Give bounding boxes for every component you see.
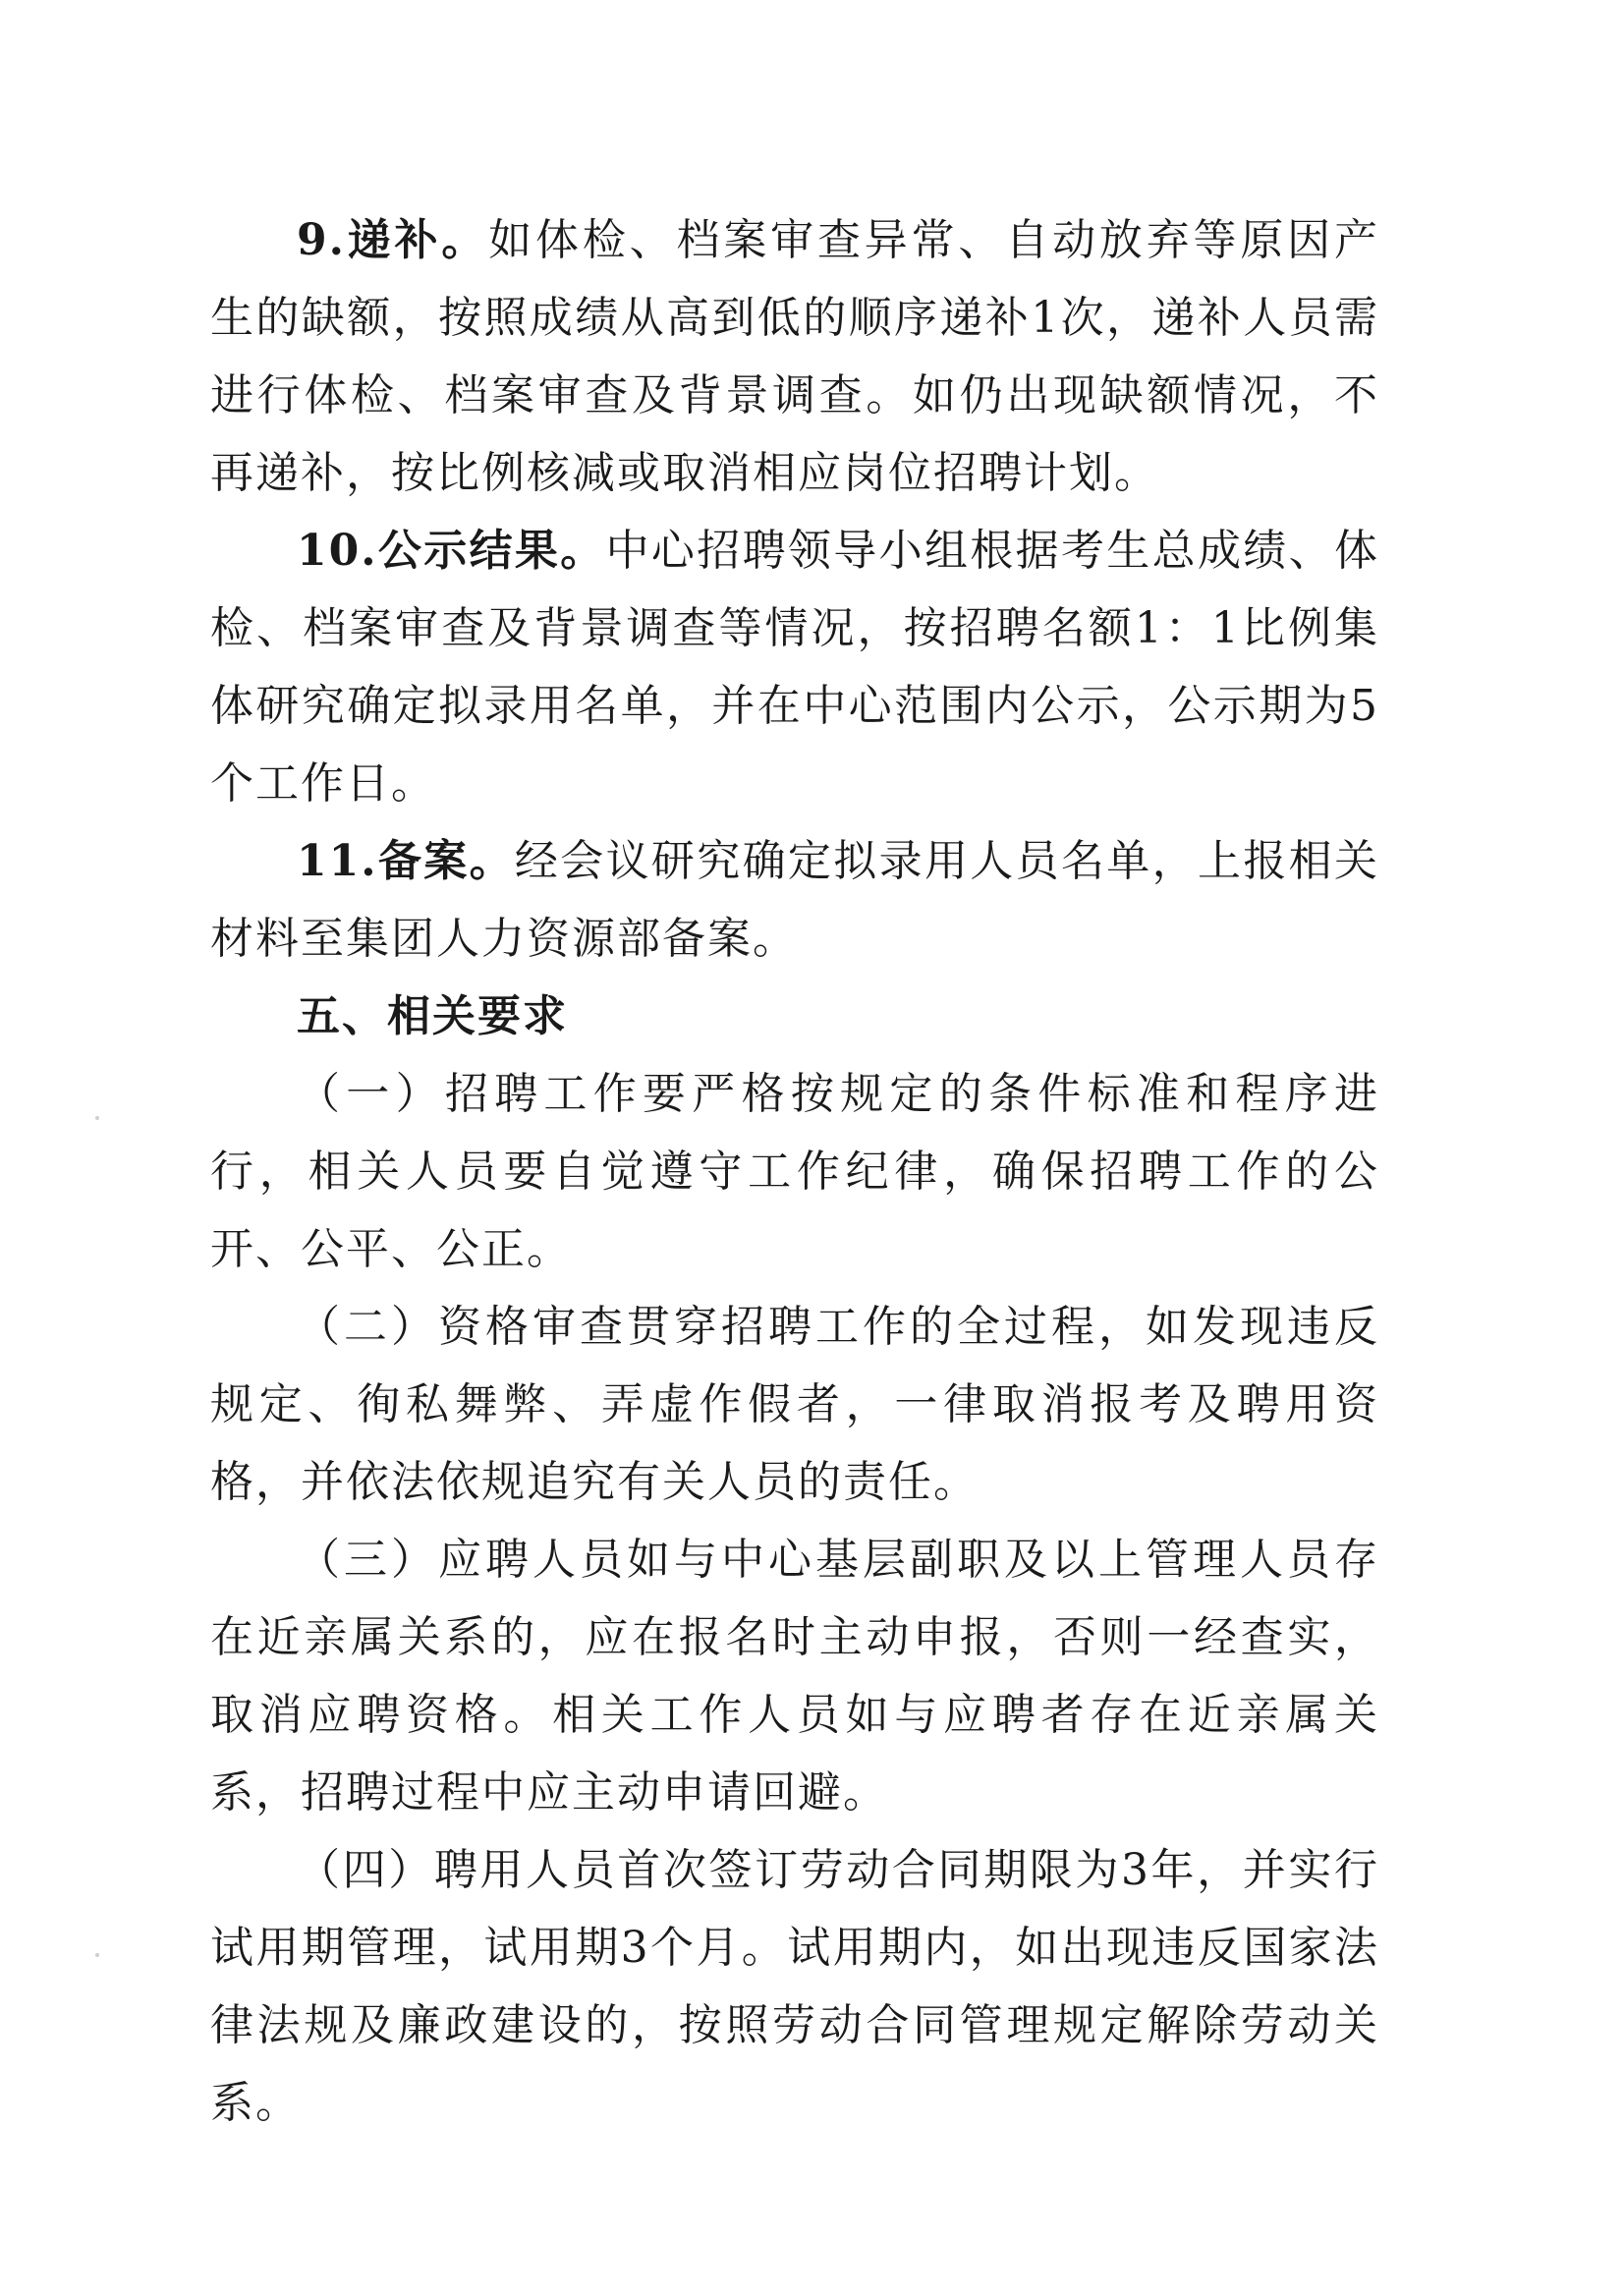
procedure-item-11 [210, 822, 1379, 978]
item-9-lead: 9.递补。 [297, 215, 489, 265]
item-11-lead: 11.备案。 [297, 836, 515, 886]
requirement-4: （四）聘用人员首次签订劳动合同期限为3年，并实行试用期管理，试用期3个月。试用期内，如出现违反国家法律法规及廉政建设的，按照劳动合同管理规定解除劳动关系。 [210, 1845, 1379, 2128]
item-10-text: 中心招聘领导小组根据考生总成绩、体检、档案审查及背景调查等情况，按招聘名额1：1比例集体研究确定拟录用名单，并在中心范围内公示，公示期为5个工作日。 [210, 526, 1379, 809]
section-heading: 五、相关要求 [297, 991, 568, 1041]
scan-dot [95, 1116, 99, 1120]
item-11-text: 经会议研究确定拟录用人员名单，上报相关材料至集团人力资源部备案。 [210, 836, 1379, 964]
requirement-1: （一）招聘工作要严格按规定的条件标准和程序进行，相关人员要自觉遵守工作纪律，确保招聘工作的公开、公平、公正。 [210, 1069, 1379, 1274]
scan-dot [95, 1953, 99, 1957]
item-10-lead: 10.公示结果。 [297, 526, 606, 576]
item-9-text: 如体检、档案审查异常、自动放弃等原因产生的缺额，按照成绩从高到低的顺序递补1次，递补人员需进行体检、档案审查及背景调查。如仍出现缺额情况，不再递补，按比例核减或取消相应岗位招聘计划。 [210, 215, 1379, 498]
document-body [210, 201, 1379, 2142]
requirement-3: （三）应聘人员如与中心基层副职及以上管理人员存在近亲属关系的，应在报名时主动申报，否则一经查实，取消应聘资格。相关工作人员如与应聘者存在近亲属关系，招聘过程中应主动申请回避。 [210, 1535, 1379, 1818]
requirement-2: （二）资格审查贯穿招聘工作的全过程，如发现违反规定、徇私舞弊、弄虚作假者，一律取消报考及聘用资格，并依法依规追究有关人员的责任。 [210, 1302, 1379, 1507]
procedure-item-10 [210, 512, 1379, 822]
procedure-item-9 [210, 201, 1379, 512]
